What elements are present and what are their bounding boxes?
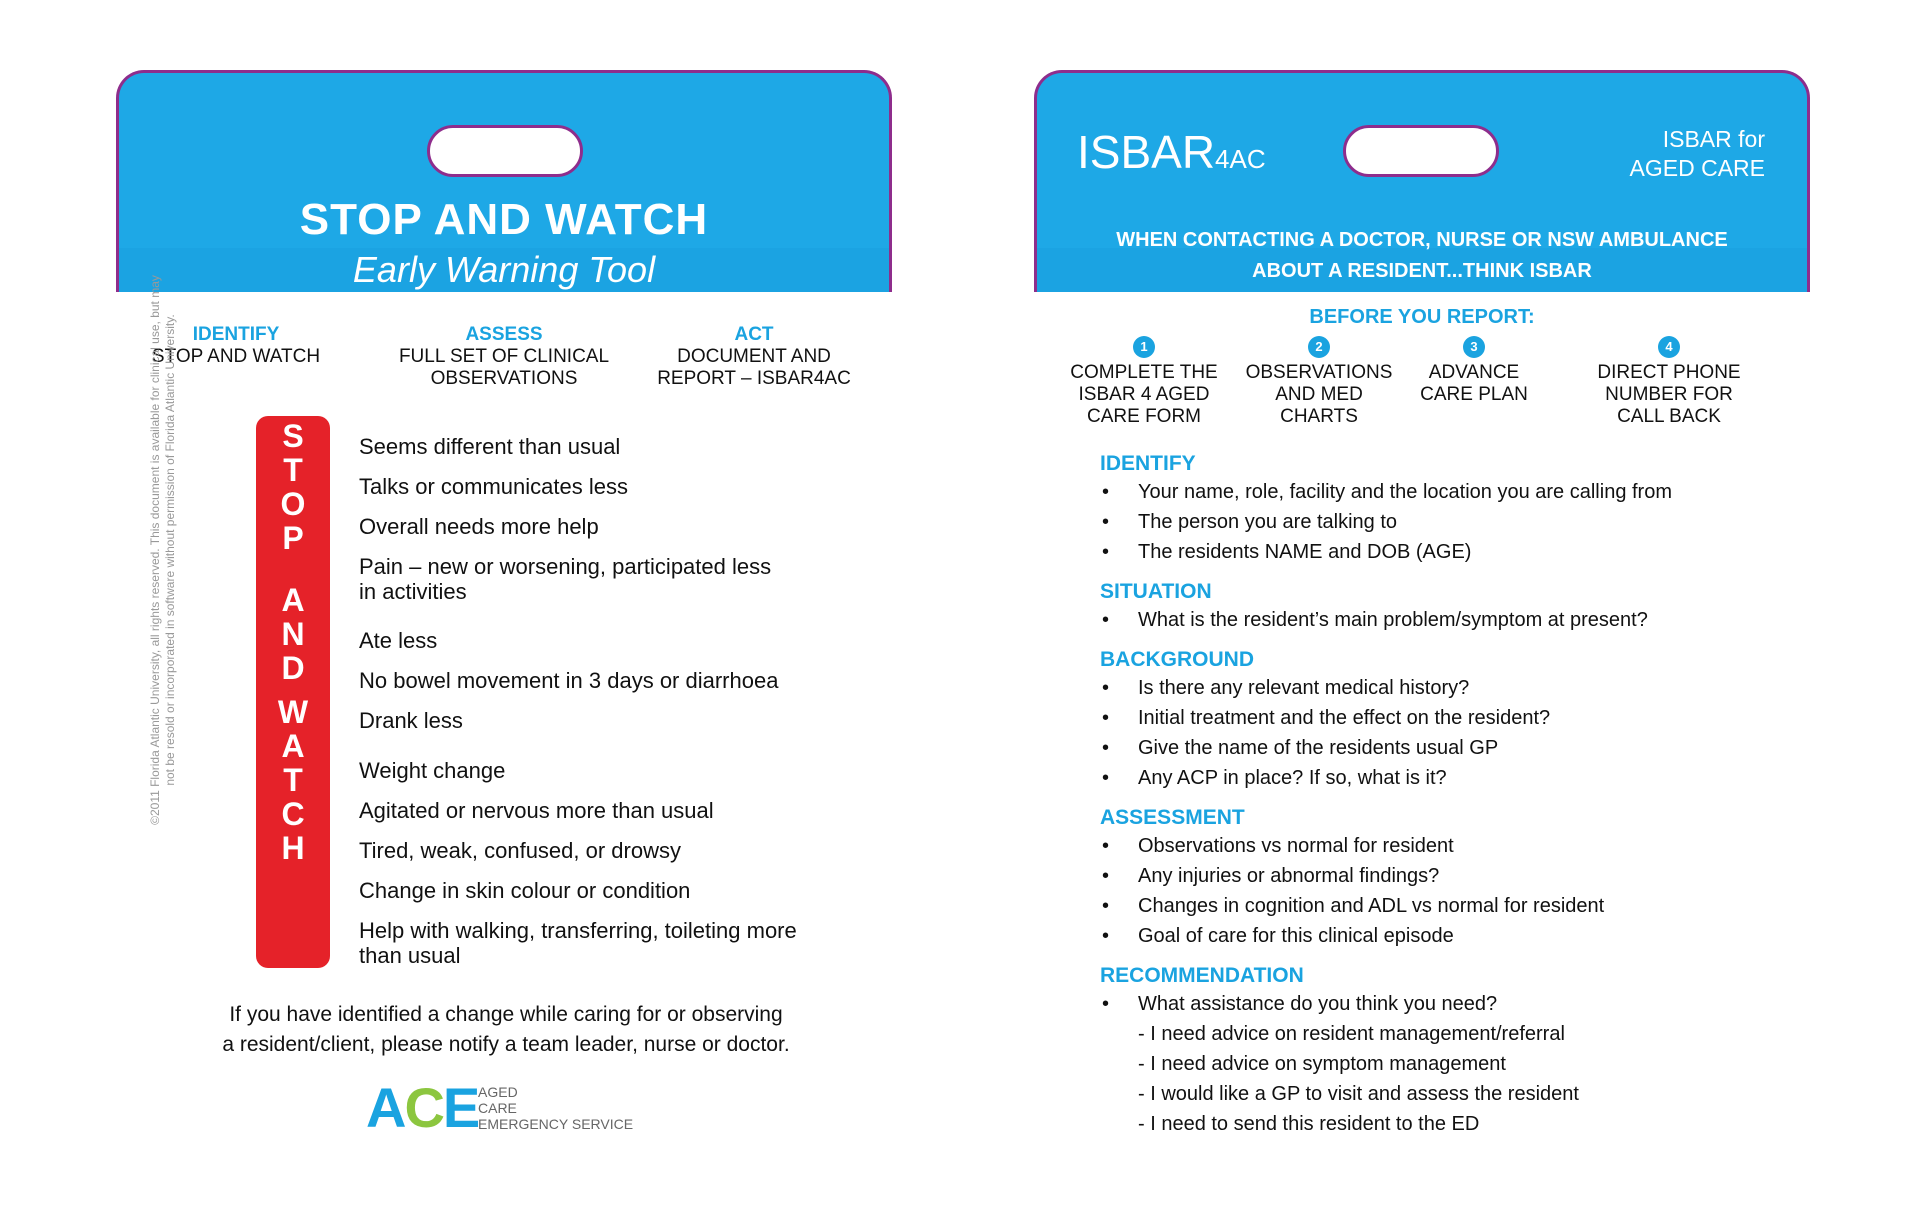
list-item: Pain – new or worsening, participated less in activities [359,554,772,604]
acronym-letter: W [277,694,309,730]
list-item: • What is the resident’s main problem/symptom at present? [1138,608,1648,632]
section-assessment: ASSESSMENT [1100,806,1245,829]
list-item: Drank less [359,708,463,733]
list-item: No bowel movement in 3 days or diarrhoea [359,668,779,693]
column-label: IDENTIFY [192,324,280,345]
acronym-letter: S [282,418,304,454]
list-item: • Any injuries or abnormal findings? [1138,864,1439,888]
list-item: Weight change [359,758,506,783]
acronym-letter: D [281,650,305,686]
isbar-card [1034,70,1810,1150]
list-item: • Is there any relevant medical history? [1138,676,1469,700]
list-item: • What assistance do you think you need? [1138,992,1497,1016]
sub-item: - I need to send this resident to the ED [1138,1113,1480,1135]
list-item: Overall needs more help [359,514,599,539]
isbar-for-label: ISBAR for AGED CARE [1629,126,1765,181]
isbar-logo: ISBAR4AC [1077,126,1266,178]
list-item: • Initial treatment and the effect on the resident? [1138,706,1550,730]
logo-letter: E [442,1076,479,1139]
acronym-letter: H [281,830,305,866]
acronym-letter: P [282,520,304,556]
list-item: Seems different than usual [359,434,621,459]
list-item: Talks or communicates less [359,474,628,499]
card-subtitle: Early Warning Tool [352,249,656,290]
notify-notice [156,1000,856,1060]
sub-item: - I would like a GP to visit and assess the resident [1138,1083,1579,1105]
logo-text: EMERGENCY SERVICE [478,1116,634,1132]
card-header [116,70,892,292]
list-item: • Any ACP in place? If so, what is it? [1138,766,1447,790]
lanyard-hole [427,125,583,177]
step-2: 2 OBSERVATIONS AND MED CHARTS [1239,336,1399,428]
list-item: • Give the name of the residents usual GP [1138,736,1498,760]
sub-item: - I need advice on symptom management [1138,1053,1506,1075]
column-label: ASSESS [465,324,543,345]
step-3: 3 ADVANCE CARE PLAN [1414,336,1534,406]
section-situation: SITUATION [1100,580,1212,603]
acronym-letter: O [280,486,306,522]
card-header [1034,70,1810,292]
list-item: Ate less [359,628,438,653]
copyright-notice: ©2011 Florida Atlantic University, all rights reserved. This document is available for clinical use, but may not be resold or incorporated in software without permission of Florida Atlantic University. [148,275,177,825]
list-item: • Goal of care for this clinical episode [1138,924,1454,948]
sub-item: - I need advice on resident management/referral [1138,1023,1565,1045]
acronym-letter: A [281,582,305,618]
logo-letter: C [404,1076,443,1139]
list-item: • Observations vs normal for resident [1138,834,1454,858]
column-text: STOP AND WATCH [151,346,321,367]
list-item: • The residents NAME and DOB (AGE) [1138,540,1471,564]
section-recommendation: RECOMMENDATION [1100,964,1304,987]
column-act [644,324,864,390]
acronym-letter: T [283,452,303,488]
acronym-letter: A [281,728,305,764]
list-item: Change in skin colour or condition [359,878,691,903]
step-1: 1 COMPLETE THE ISBAR 4 AGED CARE FORM [1064,336,1224,428]
logo-text: CARE [478,1100,517,1116]
acronym-letter: T [283,762,303,798]
card-title: STOP AND WATCH [299,195,709,244]
step-4: 4 DIRECT PHONE NUMBER FOR CALL BACK [1589,336,1749,428]
acronym-letter: C [281,796,305,832]
before-you-report: BEFORE YOU REPORT: [1309,306,1535,328]
lanyard-hole [1343,125,1499,177]
list-item: • Your name, role, facility and the location you are calling from [1138,480,1672,504]
list-item: Help with walking, transferring, toileting more than usual [359,918,797,968]
column-text: DOCUMENT AND REPORT – ISBAR4AC [657,346,851,389]
acronym-letter: N [281,616,305,652]
list-item: Agitated or nervous more than usual [359,798,714,823]
column-text: FULL SET OF CLINICAL OBSERVATIONS [398,346,610,389]
list-item: Tired, weak, confused, or drowsy [359,838,681,863]
logo-text: AGED [478,1084,518,1100]
section-background: BACKGROUND [1100,648,1254,671]
list-item: • The person you are talking to [1138,510,1397,534]
ace-logo [366,1076,634,1139]
section-identify: IDENTIFY [1100,452,1196,475]
logo-letter: A [366,1076,405,1139]
notice-line: a resident/client, please notify a team leader, nurse or doctor. [222,1033,790,1056]
contact-instruction: WHEN CONTACTING A DOCTOR, NURSE OR NSW AMBULANCE ABOUT A RESIDENT...THINK ISBAR [1116,229,1728,282]
column-label: ACT [734,324,774,345]
notice-line: If you have identified a change while caring for or observing [229,1003,783,1026]
list-item: • Changes in cognition and ADL vs normal for resident [1138,894,1604,918]
stop-and-watch-card [116,70,892,1150]
column-assess [384,324,624,390]
